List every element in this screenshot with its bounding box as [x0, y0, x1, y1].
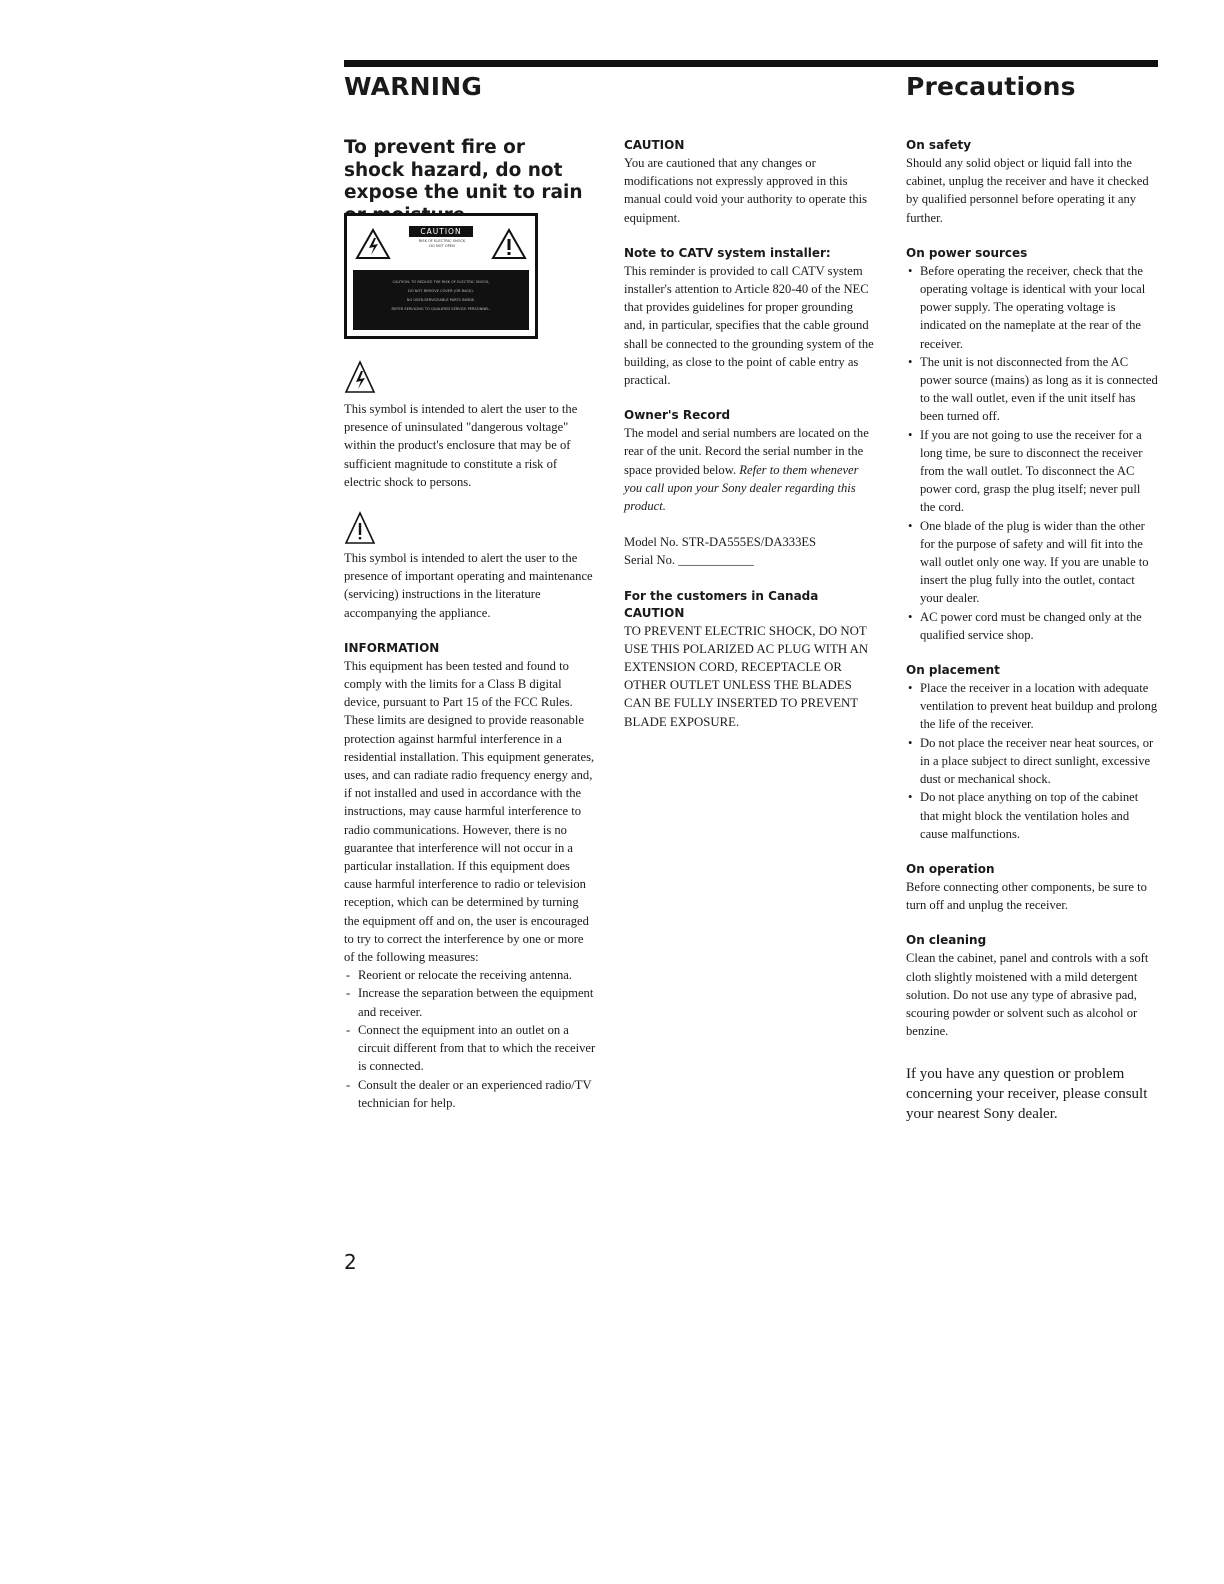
list-item: • Do not place anything on top of the cabinet that might block the ventilation holes and cause malfunctions.	[906, 788, 1158, 843]
model-number: Model No. STR-DA555ES/DA333ES	[624, 535, 817, 550]
safety-text: Should any solid object or liquid fall into the cabinet, unplug the receiver and have it checked by qualified personnel before operating it any further.	[906, 156, 1149, 225]
exclamation-warning-icon	[491, 228, 527, 260]
list-item: • Before operating the receiver, check that the operating voltage is identical with your local power supply. The operating voltage is indicated on the nameplate at the rear of the receiver.	[906, 262, 1158, 353]
exclamation-symbol-icon	[344, 509, 376, 547]
operation-heading: On operation	[906, 861, 995, 876]
list-item: • If you are not going to use the receiver for a long time, be sure to disconnect the receiver from the wall outlet. To disconnect the AC power cord, grasp the plug itself; never pull the cord.	[906, 426, 1158, 517]
symbol1-text: This symbol is intended to alert the user to the presence of uninsulated "dangerous voltage" within the product's enclosure that may be of sufficient magnitude to constitute a risk of electric shock to persons.	[344, 402, 578, 489]
list-item: • AC power cord must be changed only at the qualified service shop.	[906, 608, 1158, 644]
warning-title: WARNING	[344, 72, 483, 101]
catv-text: This reminder is provided to call CATV system installer's attention to Article 820-40 of the NEC that provides guidelines for proper grounding and, in particular, specifies that the cable ground shall be connected to the grounding system of the building, as close to the point of cable entry as practical.	[624, 263, 874, 388]
list-item: • One blade of the plug is wider than the other for the purpose of safety and will fit into the wall outlet only one way. If you are unable to insert the plug fully into the outlet, contact your dealer.	[906, 517, 1158, 608]
owners-record-text: The model and serial numbers are located on the rear of the unit. Record the serial number in the space provided below. Refer to them whenever you call upon your Sony dealer regarding this product.	[624, 426, 869, 514]
caution-heading: CAUTION	[624, 138, 685, 152]
caution-tag: CAUTION	[409, 226, 473, 237]
measures-list	[344, 966, 596, 1112]
placement-heading: On placement	[906, 663, 1000, 678]
list-item: • Do not place the receiver near heat sources, or in a place subject to direct sunlight, excessive dust or mechanical shock.	[906, 734, 1158, 789]
middle-column	[624, 137, 874, 731]
warning-heading: To prevent fire or shock hazard, do not expose the unit to rain	[344, 137, 583, 203]
canada-caution: CAUTION	[624, 605, 685, 620]
canada-heading: For the customers in Canada	[624, 588, 819, 603]
caution-label	[344, 213, 538, 339]
information-heading: INFORMATION	[344, 640, 440, 655]
caution-label-text: CAUTION: TO REDUCE THE RISK OF ELECTRIC SHOCK, DO NOT REMOVE COVER (OR BACK). NO USER-SERVICEABLE PARTS INSIDE. REFER SERVICING TO QUALIFIED SERVICE PERSONNEL.	[353, 270, 529, 330]
catv-heading: Note to CATV system installer:	[624, 245, 831, 260]
information-p1: This equipment has been tested and found to comply with the limits for a Class B digital device, pursuant to Part 15 of the FCC Rules.	[344, 658, 573, 710]
serial-number: Serial No. ____________	[624, 553, 754, 568]
list-item: - Increase the separation between the equipment and receiver.	[344, 984, 596, 1020]
cleaning-text: Clean the cabinet, panel and controls with a soft cloth slightly moistened with a mild detergent solution. Do not use any type of abrasive pad, scouring powder or solvent such as alcohol or benzine.	[906, 951, 1149, 1039]
owners-record-heading: Owner's Record	[624, 408, 731, 423]
symbol2-text: This symbol is intended to alert the user to the presence of important operating and maintenance (servicing) instructions in the literature accompanying the appliance.	[344, 551, 593, 620]
left-column-body	[344, 358, 596, 1112]
right-column	[906, 137, 1158, 1124]
lightning-symbol-icon	[344, 358, 376, 396]
precautions-title: Precautions	[906, 72, 1076, 101]
safety-heading: On safety	[906, 138, 972, 152]
list-item: - Consult the dealer or an experienced radio/TV technician for help.	[344, 1076, 596, 1112]
power-list	[906, 262, 1158, 644]
page-number: 2	[344, 1250, 357, 1274]
list-item: - Connect the equipment into an outlet on a circuit different from that to which the receiver is connected.	[344, 1021, 596, 1076]
precautions-header-rule	[906, 60, 1158, 67]
canada-text: TO PREVENT ELECTRIC SHOCK, DO NOT USE THIS POLARIZED AC PLUG WITH AN EXTENSION CORD, RECEPTACLE OR OTHER OUTLET UNLESS THE BLADES CAN BE FULLY INSERTED TO PREVENT BLADE EXPOSURE.	[624, 623, 869, 729]
list-item: • Place the receiver in a location with adequate ventilation to prevent heat buildup and prolong the life of the receiver.	[906, 679, 1158, 734]
warning-header-rule	[344, 60, 906, 67]
operation-text: Before connecting other components, be sure to turn off and unplug the receiver.	[906, 879, 1147, 913]
caution-text: You are cautioned that any changes or modifications not expressly approved in this manual could void your authority to operate this equipment.	[624, 156, 868, 225]
list-item: • The unit is not disconnected from the AC power source (mains) as long as it is connected to the wall outlet, even if the unit itself has been turned off.	[906, 353, 1158, 426]
list-item: - Reorient or relocate the receiving antenna.	[344, 966, 596, 984]
cleaning-heading: On cleaning	[906, 933, 987, 948]
information-p2: These limits are designed to provide reasonable protection against harmful interference in a residential installation. This equipment generates, uses, and can radiate radio frequency energy and, if not installed and used in accordance with the instructions, may cause harmful interference to radio communications. However, there is no guarantee that interference will not occur in a particular installation. If this equipment does cause harmful interference to radio or television reception, which can be determined by turning the equipment off and on, the user is encouraged to try to correct the interference by one or more of the following measures:	[344, 713, 595, 965]
power-heading: On power sources	[906, 245, 1028, 260]
caution-tag-subtext: RISK OF ELECTRIC SHOCK DO NOT OPEN	[418, 239, 466, 248]
closing-note: If you have any question or problem concerning your receiver, please consult your nearest Sony dealer.	[906, 1066, 1148, 1123]
lightning-warning-icon	[355, 228, 391, 260]
placement-list	[906, 679, 1158, 843]
